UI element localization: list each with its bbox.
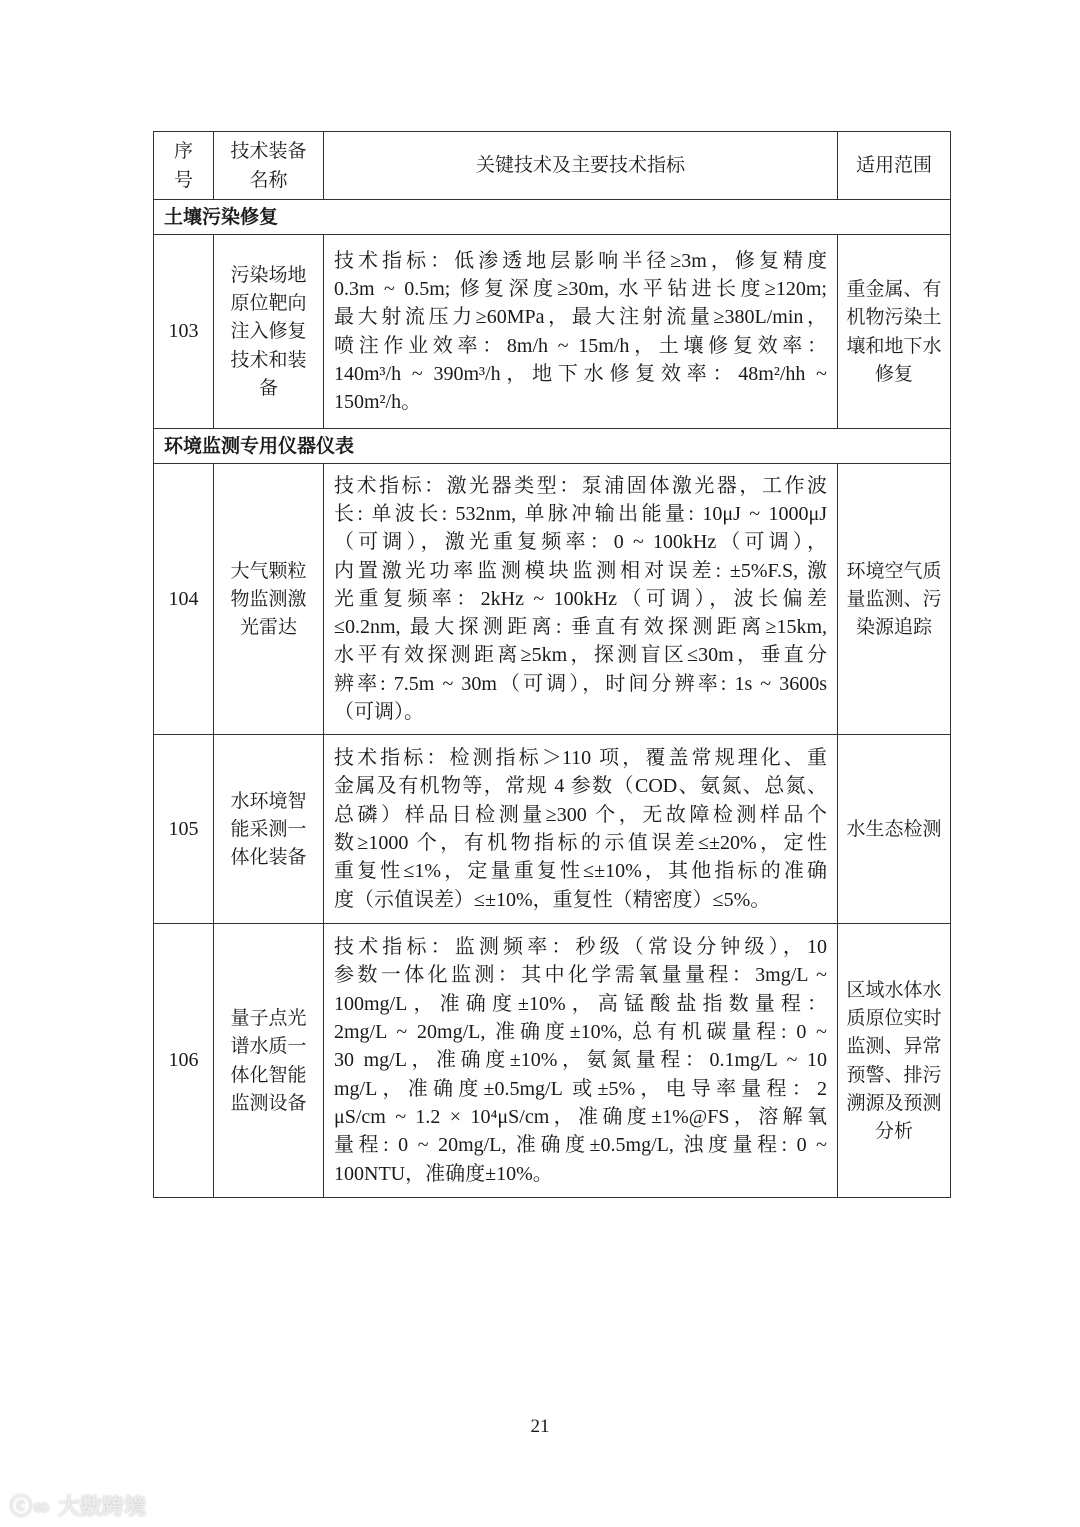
equipment-name-line: 注入修复: [230, 320, 307, 343]
equipment-name: [214, 735, 324, 924]
equipment-name-line: 体化智能: [230, 1063, 307, 1086]
technical-specs-line: 技术指标：检测指标＞110 项，覆盖常规理化、重: [334, 747, 827, 770]
technical-specs-line: 30 mg/L，准确度±10%，氨氮量程：0.1mg/L ~ 10: [334, 1049, 827, 1072]
application-scope: [838, 924, 951, 1198]
section-row: [154, 429, 951, 464]
application-scope-line: 溯源及预测: [846, 1091, 942, 1114]
row-number: 104: [154, 464, 214, 735]
equipment-name: [214, 924, 324, 1198]
application-scope-line: 重金属、有: [846, 277, 942, 300]
technical-specs-line: 140m³/h ~ 390m³/h，地下水修复效率：48m²/hh ~: [334, 362, 827, 385]
technical-specs-line: 光重复频率：2kHz ~ 100kHz（可调），波长偏差: [334, 587, 827, 610]
equipment-name-line: 监测设备: [230, 1091, 307, 1114]
table-header-row: [154, 132, 951, 200]
application-scope-line: 壤和地下水: [846, 334, 942, 357]
watermark-logo: ⓒ∞ 大数跨境: [10, 1495, 146, 1520]
application-scope: [838, 235, 951, 429]
technical-specs-line: 100mg/L，准确度±10%，高锰酸盐指数量程：: [334, 992, 827, 1015]
technical-specs: [324, 464, 838, 735]
technical-specs-line: （可调），激光重复频率：0 ~ 100kHz（可调），: [334, 531, 827, 554]
equipment-name-line: 原位靶向: [230, 292, 307, 315]
technical-specs-line: 重复性≤1%，定量重复性≤±10%，其他指标的准确: [334, 860, 827, 883]
application-scope: [838, 464, 951, 735]
application-scope-line: 染源追踪: [855, 616, 932, 639]
equipment-name-line: 能采测一: [230, 817, 307, 840]
equipment-name-line: 备: [258, 376, 278, 399]
technical-specs-line: 0.3m ~ 0.5m; 修复深度≥30m, 水平钻进长度≥120m;: [334, 277, 827, 300]
technical-specs-line: （可调）。: [334, 701, 424, 724]
application-scope-line: 量监测、污: [846, 587, 942, 610]
section-title: 土壤污染修复: [154, 200, 951, 235]
technical-specs-line: 技术指标：激光器类型：泵浦固体激光器，工作波: [334, 474, 827, 497]
technical-specs-line: 度（示值误差）≤±10%，重复性（精密度）≤5%。: [334, 888, 771, 911]
equipment-name-line: 污染场地: [230, 263, 307, 286]
row-number: 105: [154, 735, 214, 924]
header-text: 序: [173, 140, 193, 163]
equipment-table: [153, 131, 951, 1198]
equipment-name-line: 量子点光: [230, 1006, 307, 1029]
table-row: [154, 464, 951, 735]
technical-specs-line: 总磷）样品日检测量≥300 个，无故障检测样品个: [334, 803, 827, 826]
technical-specs: [324, 924, 838, 1198]
technical-specs-line: 金属及有机物等，常规 4 参数（COD、氨氮、总氮、: [334, 775, 827, 798]
equipment-name-line: 光雷达: [239, 616, 297, 639]
application-scope-line: 水生态检测: [846, 817, 942, 840]
header-no: [154, 132, 214, 200]
header-text: 号: [173, 168, 193, 191]
technical-specs-line: 100NTU，准确度±10%。: [334, 1162, 553, 1185]
technical-specs-line: 长: 单波长: 532nm, 单脉冲输出能量: 10μJ ~ 1000μJ: [334, 502, 827, 525]
application-scope-line: 监测、异常: [846, 1035, 942, 1058]
technical-specs-line: μS/cm ~ 1.2 × 10⁴μS/cm，准确度±1%@FS，溶解氧: [334, 1105, 827, 1128]
technical-specs-line: 150m²/h。: [334, 391, 422, 414]
equipment-name-line: 大气颗粒: [230, 559, 307, 582]
header-scope: 适用范围: [838, 132, 951, 200]
page-number: 21: [530, 1416, 550, 1437]
technical-specs-line: 喷注作业效率：8m/h ~ 15m/h，土壤修复效率：: [334, 334, 827, 357]
technical-specs-line: 辨率: 7.5m ~ 30m（可调），时间分辨率: 1s ~ 3600s: [334, 672, 827, 695]
section-title: 环境监测专用仪器仪表: [154, 429, 951, 464]
header-text: 技术装备: [230, 140, 307, 163]
equipment-name: [214, 464, 324, 735]
equipment-name: [214, 235, 324, 429]
header-text: 名称: [249, 168, 288, 191]
technical-specs-line: 量程: 0 ~ 20mg/L, 准确度±0.5mg/L, 浊度量程: 0 ~: [334, 1134, 827, 1157]
technical-specs: [324, 735, 838, 924]
equipment-name-line: 物监测激: [230, 587, 307, 610]
equipment-name-line: 技术和装: [230, 348, 307, 371]
table-row: [154, 924, 951, 1198]
technical-specs-line: 水平有效探测距离≥5km，探测盲区≤30m，垂直分: [334, 644, 827, 667]
equipment-name-line: 体化装备: [230, 846, 307, 869]
technical-specs-line: 内置激光功率监测模块监测相对误差: ±5%F.S, 激: [334, 559, 827, 582]
equipment-name-line: 谱水质一: [230, 1035, 307, 1058]
technical-specs-line: ≤0.2nm, 最大探测距离: 垂直有效探测距离≥15km,: [334, 616, 827, 639]
header-name: [214, 132, 324, 200]
application-scope-line: 分析: [874, 1120, 913, 1143]
application-scope-line: 区域水体水: [846, 978, 942, 1001]
technical-specs-line: 技术指标：监测频率：秒级（常设分钟级），10: [334, 936, 827, 959]
technical-specs-line: 技术指标：低渗透地层影响半径≥3m，修复精度: [334, 249, 827, 272]
technical-specs-line: 数≥1000 个，有机物指标的示值误差≤±20%，定性: [334, 832, 827, 854]
equipment-name-line: 水环境智: [230, 789, 307, 812]
table-row: [154, 235, 951, 429]
technical-specs-line: 2mg/L ~ 20mg/L, 准确度±10%, 总有机碳量程: 0 ~: [334, 1021, 827, 1044]
section-row: [154, 200, 951, 235]
row-number: 103: [154, 235, 214, 429]
technical-specs: [324, 235, 838, 429]
technical-specs-line: mg/L，准确度±0.5mg/L 或±5%，电导率量程：2: [334, 1077, 827, 1100]
application-scope-line: 修复: [874, 362, 913, 385]
application-scope: [838, 735, 951, 924]
application-scope-line: 环境空气质: [846, 559, 942, 582]
technical-specs-line: 参数一体化监测：其中化学需氧量量程：3mg/L ~: [334, 964, 827, 987]
row-number: 106: [154, 924, 214, 1198]
technical-specs-line: 最大射流压力≥60MPa，最大注射流量≥380L/min，: [334, 306, 827, 329]
table-row: [154, 735, 951, 924]
application-scope-line: 预警、排污: [846, 1063, 942, 1086]
header-tech: 关键技术及主要技术指标: [324, 132, 838, 200]
application-scope-line: 机物污染土: [846, 306, 942, 329]
application-scope-line: 质原位实时: [846, 1006, 942, 1029]
